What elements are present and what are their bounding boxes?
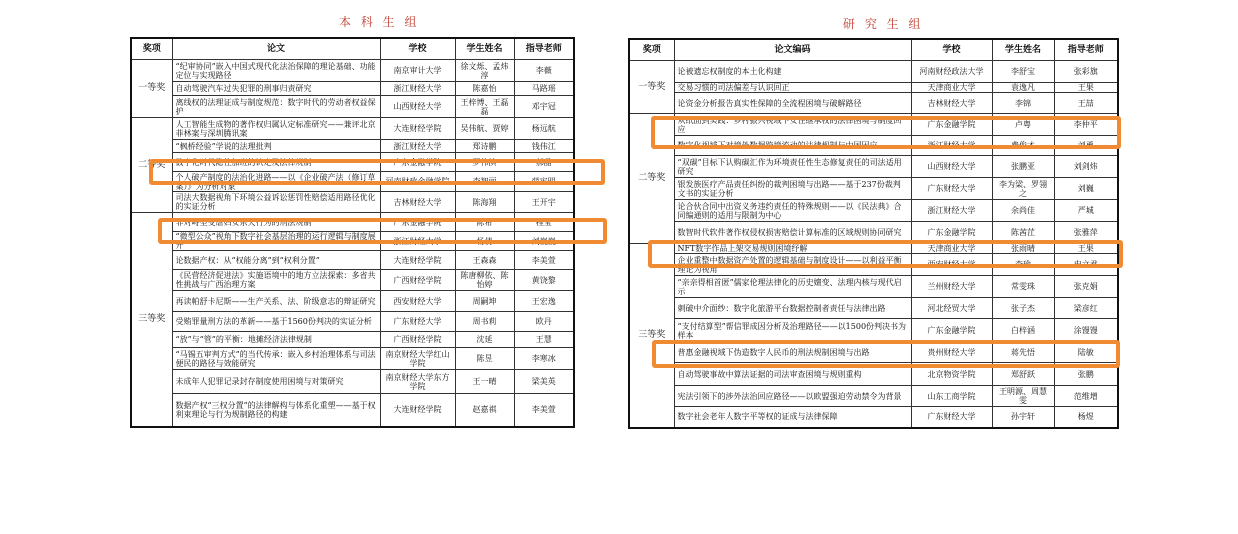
student-name-cell: 陈茜茳: [992, 222, 1054, 244]
column-header: 学校: [911, 39, 992, 61]
paper-title-cell: “微型公众”视角下数字社会基层治理的运行逻辑与制度展开: [172, 232, 380, 251]
school-cell: 大连财经学院: [380, 394, 455, 427]
student-name-cell: 陈海翔: [455, 192, 514, 213]
paper-title-cell: 银发族医疗产品责任纠纷的裁判困境与出路——基于237份裁判文书的实证分析: [674, 178, 911, 200]
school-cell: 贵州财经大学: [911, 343, 992, 363]
table-row: [131, 251, 574, 270]
student-name-cell: 李锦: [992, 93, 1054, 114]
school-cell: 南京财经大学东方学院: [380, 370, 455, 394]
advisor-cell: 程莹: [514, 213, 574, 232]
advisor-cell: 薛宪明: [514, 172, 574, 192]
student-name-cell: 赵嘉祺: [455, 394, 514, 427]
paper-title-cell: 数据产权“三权分置”的法律解构与体系化重塑——基于权利束理论与行为规制路径的构建: [172, 394, 380, 427]
advisor-cell: 王慧: [514, 332, 574, 348]
paper-title-cell: “支付结算型”帮信罪成因分析及治理路径——以1500份判决书为样本: [674, 319, 911, 343]
table-row: [629, 407, 1118, 428]
school-cell: 浙江财经大学: [380, 82, 455, 96]
school-cell: 山西财经大学: [911, 156, 992, 178]
table-row: [629, 61, 1118, 83]
school-cell: 广东金融学院: [911, 319, 992, 343]
paper-title-cell: “枫桥经验”学说的法理批判: [172, 140, 380, 153]
paper-title-cell: 从纸面到实践：乡村振兴视域下女性继承权的法律困境与制度回应: [674, 114, 911, 136]
column-header: 奖项: [131, 38, 172, 60]
student-name-cell: 王森森: [455, 251, 514, 270]
column-header: 学生姓名: [992, 39, 1054, 61]
advisor-cell: 陆敏: [1054, 343, 1118, 363]
table-row: [629, 93, 1118, 114]
school-cell: 浙江财经大学: [911, 136, 992, 156]
advisor-cell: 梁彦红: [1054, 298, 1118, 319]
student-name-cell: 孙宇轩: [992, 407, 1054, 428]
column-header: 指导老师: [1054, 39, 1118, 61]
table-row: [131, 348, 574, 370]
student-name-cell: 陈希: [455, 213, 514, 232]
table-row: [131, 394, 574, 427]
award-level-cell: 一等奖: [629, 61, 674, 114]
school-cell: 西安财经大学: [380, 291, 455, 312]
column-header: 论文: [172, 38, 380, 60]
student-name-cell: 徐文烁、孟炜淳: [455, 60, 514, 82]
advisor-cell: 涂馒馒: [1054, 319, 1118, 343]
school-cell: 广东金融学院: [380, 213, 455, 232]
paper-title-cell: 个人破产制度的法治化进路——以《企业破产法（修订草案）》为分析对象: [172, 172, 380, 192]
school-cell: 天津商业大学: [911, 83, 992, 93]
paper-title-cell: 再读帕舒卡尼斯——生产关系、法、阶级意志的辩证研究: [172, 291, 380, 312]
student-name-cell: 周书莉: [455, 312, 514, 332]
paper-title-cell: 非对峙型受虐妇女杀夫行为的刑法规制: [172, 213, 380, 232]
school-cell: 西安财经大学: [911, 254, 992, 276]
column-header: 学生姓名: [455, 38, 514, 60]
advisor-cell: 钱伟江: [514, 140, 574, 153]
table-row: [629, 156, 1118, 178]
school-cell: 山东工商学院: [911, 386, 992, 407]
paper-title-cell: 论数据产权：从“权能分离”到“权利分置”: [172, 251, 380, 270]
student-name-cell: 吴伟航、贾婷: [455, 118, 514, 140]
paper-title-cell: 论合伙合同中出资义务违约责任的特殊规则——以《民法典》合同编通则的适用与限制为中心: [674, 200, 911, 222]
school-cell: 兰州财经大学: [911, 276, 992, 298]
paper-title-cell: 自动驾驶事故中算法证据的司法审查困境与规则重构: [674, 363, 911, 386]
advisor-cell: 王喆: [1054, 93, 1118, 114]
advisor-cell: 严城: [1054, 200, 1118, 222]
student-name-cell: 李智丽: [455, 172, 514, 192]
student-name-cell: 杨倩: [455, 232, 514, 251]
graduate-award-table: [628, 38, 1119, 429]
advisor-cell: 黄饶黎: [514, 270, 574, 291]
paper-title-cell: 《民营经济促进法》实施语境中的地方立法探索：多省共性挑战与广西治理方案: [172, 270, 380, 291]
student-name-cell: 袁逸凡: [992, 83, 1054, 93]
school-cell: 南京审计大学: [380, 60, 455, 82]
school-cell: 北京物资学院: [911, 363, 992, 386]
paper-title-cell: 刺破中介面纱：数字化旅游平台数据控制者责任与法律出路: [674, 298, 911, 319]
paper-title-cell: “双碳”目标下认购碳汇作为环境责任性生态修复责任的司法适用研究: [674, 156, 911, 178]
paper-title-cell: 企业重整中数据资产处置的逻辑基础与制度设计——以利益平衡理论为视角: [674, 254, 911, 276]
highlight-box: [651, 116, 1121, 149]
column-header: 奖项: [629, 39, 674, 61]
table-row: [131, 312, 574, 332]
award-level-cell: 三等奖: [131, 213, 172, 427]
school-cell: 山西财经大学: [380, 96, 455, 118]
advisor-cell: 杨远航: [514, 118, 574, 140]
student-name-cell: 李瑜: [992, 254, 1054, 276]
paper-title-cell: 数字化时代隐性加班的认定及法律规制: [172, 153, 380, 172]
school-cell: 广东金融学院: [911, 222, 992, 244]
school-cell: 广东金融学院: [911, 114, 992, 136]
highlight-box: [149, 159, 605, 185]
paper-title-cell: 数智时代软件著作权侵权损害赔偿计算标准的区域规则协同研究: [674, 222, 911, 244]
school-cell: 大连财经学院: [380, 251, 455, 270]
highlight-box: [652, 340, 1120, 368]
advisor-cell: 申文君: [1054, 254, 1118, 276]
student-name-cell: 陈嘉怡: [455, 82, 514, 96]
student-name-cell: 常雯珠: [992, 276, 1054, 298]
school-cell: 河南财经政法大学: [911, 61, 992, 83]
table-row: [131, 118, 574, 140]
school-cell: 广东财经大学: [911, 407, 992, 428]
left-group-title: 本 科 生 组: [339, 15, 420, 29]
advisor-cell: 李美萱: [514, 251, 574, 270]
paper-title-cell: 离线权的法理证成与制度规范：数字时代的劳动者权益保护: [172, 96, 380, 118]
school-cell: 大连财经学院: [380, 118, 455, 140]
advisor-cell: 刘勇: [1054, 136, 1118, 156]
school-cell: 浙江财经大学: [911, 200, 992, 222]
column-header: 学校: [380, 38, 455, 60]
advisor-cell: 李仲平: [1054, 114, 1118, 136]
student-name-cell: 陈唐柳依、陈怡婷: [455, 270, 514, 291]
paper-title-cell: 司法大数据视角下环境公益诉讼惩罚性赔偿适用路径优化的实证分析: [172, 192, 380, 213]
table-row: [131, 96, 574, 118]
advisor-cell: 刘剑炜: [1054, 156, 1118, 178]
school-cell: 浙江财经大学: [380, 140, 455, 153]
student-name-cell: 张鹏亚: [992, 156, 1054, 178]
paper-title-cell: “放”与“管”的平衡：地摊经济法律规制: [172, 332, 380, 348]
student-name-cell: 郑诗鹏: [455, 140, 514, 153]
advisor-cell: 王开宇: [514, 192, 574, 213]
table-row: [131, 140, 574, 153]
table-row: [131, 291, 574, 312]
student-name-cell: 郑舒跃: [992, 363, 1054, 386]
right-group-title: 研 究 生 组: [843, 17, 924, 31]
school-cell: 南京财经大学红山学院: [380, 348, 455, 370]
student-name-cell: 罗伟滨: [455, 153, 514, 172]
school-cell: 广西财经学院: [380, 332, 455, 348]
paper-title-cell: 论资金分析报告真实性保障的全流程困境与破解路径: [674, 93, 911, 114]
table-row: [629, 298, 1118, 319]
advisor-cell: 郝晶: [514, 153, 574, 172]
award-level-cell: 二等奖: [629, 114, 674, 244]
paper-title-cell: 人工智能生成物的著作权归属认定标准研究——兼评北京菲林案与深圳腾讯案: [172, 118, 380, 140]
student-name-cell: 余尚佳: [992, 200, 1054, 222]
table-row: [629, 319, 1118, 343]
advisor-cell: 李薇: [514, 60, 574, 82]
advisor-cell: 刘巍巍: [514, 232, 574, 251]
paper-title-cell: 论被遗忘权制度的本土化构建: [674, 61, 911, 83]
student-name-cell: 陈昱: [455, 348, 514, 370]
right-table-panel: [628, 38, 1119, 429]
school-cell: 吉林财经大学: [911, 93, 992, 114]
award-level-cell: 三等奖: [629, 244, 674, 428]
student-name-cell: 张雨晴: [992, 244, 1054, 254]
table-row: [629, 276, 1118, 298]
advisor-cell: 王果: [1054, 244, 1118, 254]
school-cell: 广东财经大学: [380, 312, 455, 332]
advisor-cell: 李寒冰: [514, 348, 574, 370]
advisor-cell: 张雅萍: [1054, 222, 1118, 244]
table-row: [629, 83, 1118, 93]
paper-title-cell: 数字化视域下对境外数据跨境流动的法律规制与中国因应: [674, 136, 911, 156]
advisor-cell: 张克娟: [1054, 276, 1118, 298]
advisor-cell: 王宏逸: [514, 291, 574, 312]
paper-title-cell: NFT数字作品上架交易规则困境纾解: [674, 244, 911, 254]
advisor-cell: 邓宇冠: [514, 96, 574, 118]
advisor-cell: 范维增: [1054, 386, 1118, 407]
award-level-cell: 二等奖: [131, 118, 172, 213]
school-cell: 天津商业大学: [911, 244, 992, 254]
column-header: 论文编码: [674, 39, 911, 61]
paper-title-cell: 数字社会老年人数字平等权的证成与法律保障: [674, 407, 911, 428]
school-cell: 广东财经大学: [911, 178, 992, 200]
school-cell: 广西财经学院: [380, 270, 455, 291]
advisor-cell: 张鹏: [1054, 363, 1118, 386]
student-name-cell: 李舒宝: [992, 61, 1054, 83]
paper-title-cell: 宪法引领下的涉外法治回应路径——以欧盟强迫劳动禁令为背景: [674, 386, 911, 407]
paper-title-cell: 普惠金融视域下伪造数字人民币的刑法规制困境与出路: [674, 343, 911, 363]
highlight-box: [158, 218, 607, 244]
paper-title-cell: “纪审协同”嵌入中国式现代化法治保障的理论基础、功能定位与实现路径: [172, 60, 380, 82]
advisor-cell: 马路瑶: [514, 82, 574, 96]
student-name-cell: 王梓博、王磊磊: [455, 96, 514, 118]
student-name-cell: 李为梁、罗翎之: [992, 178, 1054, 200]
school-cell: 吉林财经大学: [380, 192, 455, 213]
table-row: [131, 370, 574, 394]
table-row: [131, 60, 574, 82]
award-level-cell: 一等奖: [131, 60, 172, 118]
table-row: [131, 82, 574, 96]
student-name-cell: 蒋先悟: [992, 343, 1054, 363]
table-row: [131, 332, 574, 348]
student-name-cell: 周嗣坤: [455, 291, 514, 312]
advisor-cell: 梁美英: [514, 370, 574, 394]
school-cell: 浙江财经大学: [380, 232, 455, 251]
advisor-cell: 李美萱: [514, 394, 574, 427]
student-name-cell: 卢粤: [992, 114, 1054, 136]
highlight-box: [648, 240, 1123, 268]
paper-title-cell: “亲亲得相首匿”儒家伦理法律化的历史嬗变、法理内核与现代启示: [674, 276, 911, 298]
column-header: 指导老师: [514, 38, 574, 60]
paper-title-cell: 受贿罪量刑方法的革新——基于1560份判决的实证分析: [172, 312, 380, 332]
student-name-cell: 张子杰: [992, 298, 1054, 319]
student-name-cell: 沈延: [455, 332, 514, 348]
table-row: [629, 178, 1118, 200]
paper-title-cell: 未成年人犯罪记录封存制度使用困境与对策研究: [172, 370, 380, 394]
student-name-cell: 费俊才: [992, 136, 1054, 156]
school-cell: 河南财政金融学院: [380, 172, 455, 192]
table-row: [629, 200, 1118, 222]
table-row: [131, 192, 574, 213]
student-name-cell: 白梓涵: [992, 319, 1054, 343]
advisor-cell: 刘巍: [1054, 178, 1118, 200]
school-cell: 广东金融学院: [380, 153, 455, 172]
advisor-cell: 杨煜: [1054, 407, 1118, 428]
table-row: [131, 270, 574, 291]
paper-title-cell: “马锡五审判方式”的当代传承：嵌入乡村治理体系与司法便民的路径与效能研究: [172, 348, 380, 370]
paper-title-cell: 自动驾驶汽车过失犯罪的刑事归责研究: [172, 82, 380, 96]
paper-title-cell: 交易习惯的司法偏差与认识回正: [674, 83, 911, 93]
advisor-cell: 张彩旗: [1054, 61, 1118, 83]
school-cell: 河北经贸大学: [911, 298, 992, 319]
advisor-cell: 王果: [1054, 83, 1118, 93]
advisor-cell: 欧丹: [514, 312, 574, 332]
student-name-cell: 王明源、周慧雯: [992, 386, 1054, 407]
student-name-cell: 王一晴: [455, 370, 514, 394]
table-row: [629, 386, 1118, 407]
